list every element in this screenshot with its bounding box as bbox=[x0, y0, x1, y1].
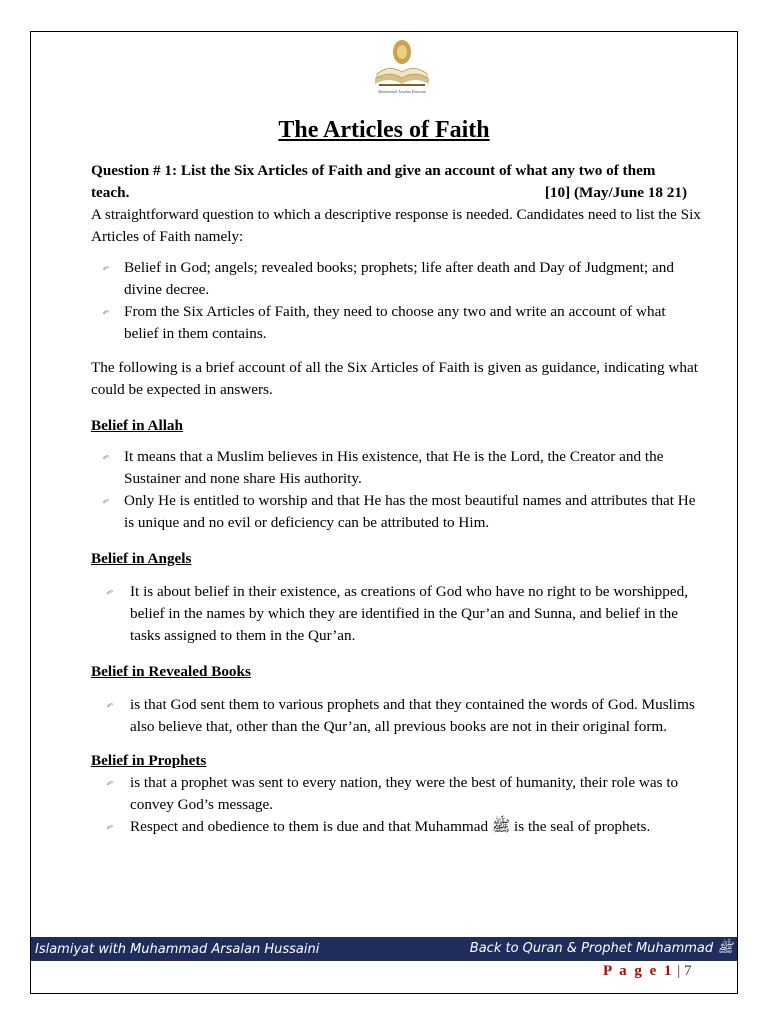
guidance-paragraph: The following is a brief account of all the Six Articles of Faith is given as guidance, indicating what could be expected in answers. bbox=[91, 359, 698, 398]
footer-left-text: Islamiyat with Muhammad Arsalan Hussaini bbox=[35, 941, 320, 957]
section-allah-list bbox=[91, 446, 703, 534]
section-heading-angels: Belief in Angels bbox=[91, 550, 192, 567]
intro-paragraph: A straightforward question to which a descriptive response is needed. Candidates need to list the Six Articles of Faith namely: bbox=[91, 206, 701, 245]
document-body bbox=[91, 160, 703, 838]
bullet-icon: ⸗ᵒ bbox=[107, 700, 113, 710]
list-item: ⸗ᵒ Respect and obedience to them is due and that Muhammad ﷺ is the seal of prophets. bbox=[91, 816, 703, 838]
list-item: ⸗ᵒ It means that a Muslim believes in His existence, that He is the Lord, the Creator and the Sustainer and none share His authority. bbox=[103, 448, 664, 487]
section-angels-list bbox=[91, 581, 703, 647]
section-books-list bbox=[91, 694, 703, 738]
question-teach: teach. bbox=[91, 184, 130, 201]
bullet-icon: ⸗ᵒ bbox=[103, 496, 109, 506]
bullet-icon: ⸗ᵒ bbox=[103, 263, 109, 273]
question-line-2 bbox=[91, 182, 703, 204]
open-book-logo-icon bbox=[369, 34, 435, 96]
section-heading-books: Belief in Revealed Books bbox=[91, 663, 251, 680]
question-line-1: Question # 1: List the Six Articles of Faith and give an account of what any two of them bbox=[91, 162, 656, 179]
bullet-icon: ⸗ᵒ bbox=[103, 452, 109, 462]
bullet-icon: ⸗ᵒ bbox=[107, 778, 113, 788]
page-total: 7 bbox=[684, 963, 692, 979]
question-marks-session: [10] (May/June 18 21) bbox=[544, 184, 687, 201]
list-item: ⸗ᵒ From the Six Articles of Faith, they need to choose any two and write an account of what belief in them contains. bbox=[103, 303, 666, 342]
bullet-icon: ⸗ᵒ bbox=[103, 307, 109, 317]
intro-bullet-list bbox=[91, 257, 703, 345]
logo-caption: Muhammad Arsalan Hussaini bbox=[378, 89, 426, 94]
bullet-icon: ⸗ᵒ bbox=[107, 587, 113, 597]
page-number bbox=[603, 963, 692, 980]
list-item: ⸗ᵒ Only He is entitled to worship and that He has the most beautiful names and attributes that He is unique and no evil or deficiency can be attributed to Him. bbox=[103, 492, 696, 531]
section-prophets-list bbox=[91, 772, 703, 838]
section-heading-prophets: Belief in Prophets bbox=[91, 752, 207, 769]
page-title: The Articles of Faith bbox=[278, 117, 490, 143]
list-item: ⸗ᵒ Belief in God; angels; revealed books; prophets; life after death and Day of Judgment; and divine decree. bbox=[103, 259, 674, 298]
section-heading-allah: Belief in Allah bbox=[91, 417, 183, 434]
list-item: ⸗ᵒ It is about belief in their existence, as creations of God who have no right to be worshipped, belief in the names by which they are identified in the Qur’an and Sunna, and belief in the tasks assigned to them in the Qur’an. bbox=[107, 583, 688, 644]
footer-right-text: Back to Quran & Prophet Muhammad ﷺ bbox=[469, 940, 733, 956]
list-item: ⸗ᵒ is that a prophet was sent to every nation, they were the best of humanity, their role was to convey God’s message. bbox=[107, 774, 679, 813]
bullet-icon: ⸗ᵒ bbox=[107, 822, 113, 832]
page-label: P a g e 1 bbox=[603, 963, 674, 979]
footer-banner bbox=[31, 937, 737, 961]
list-item: ⸗ᵒ is that God sent them to various prophets and that they contained the words of God. Muslims also believe that, other than the Qur’an, all previous books are not in their original form. bbox=[107, 696, 695, 735]
page-separator: | bbox=[673, 963, 685, 979]
